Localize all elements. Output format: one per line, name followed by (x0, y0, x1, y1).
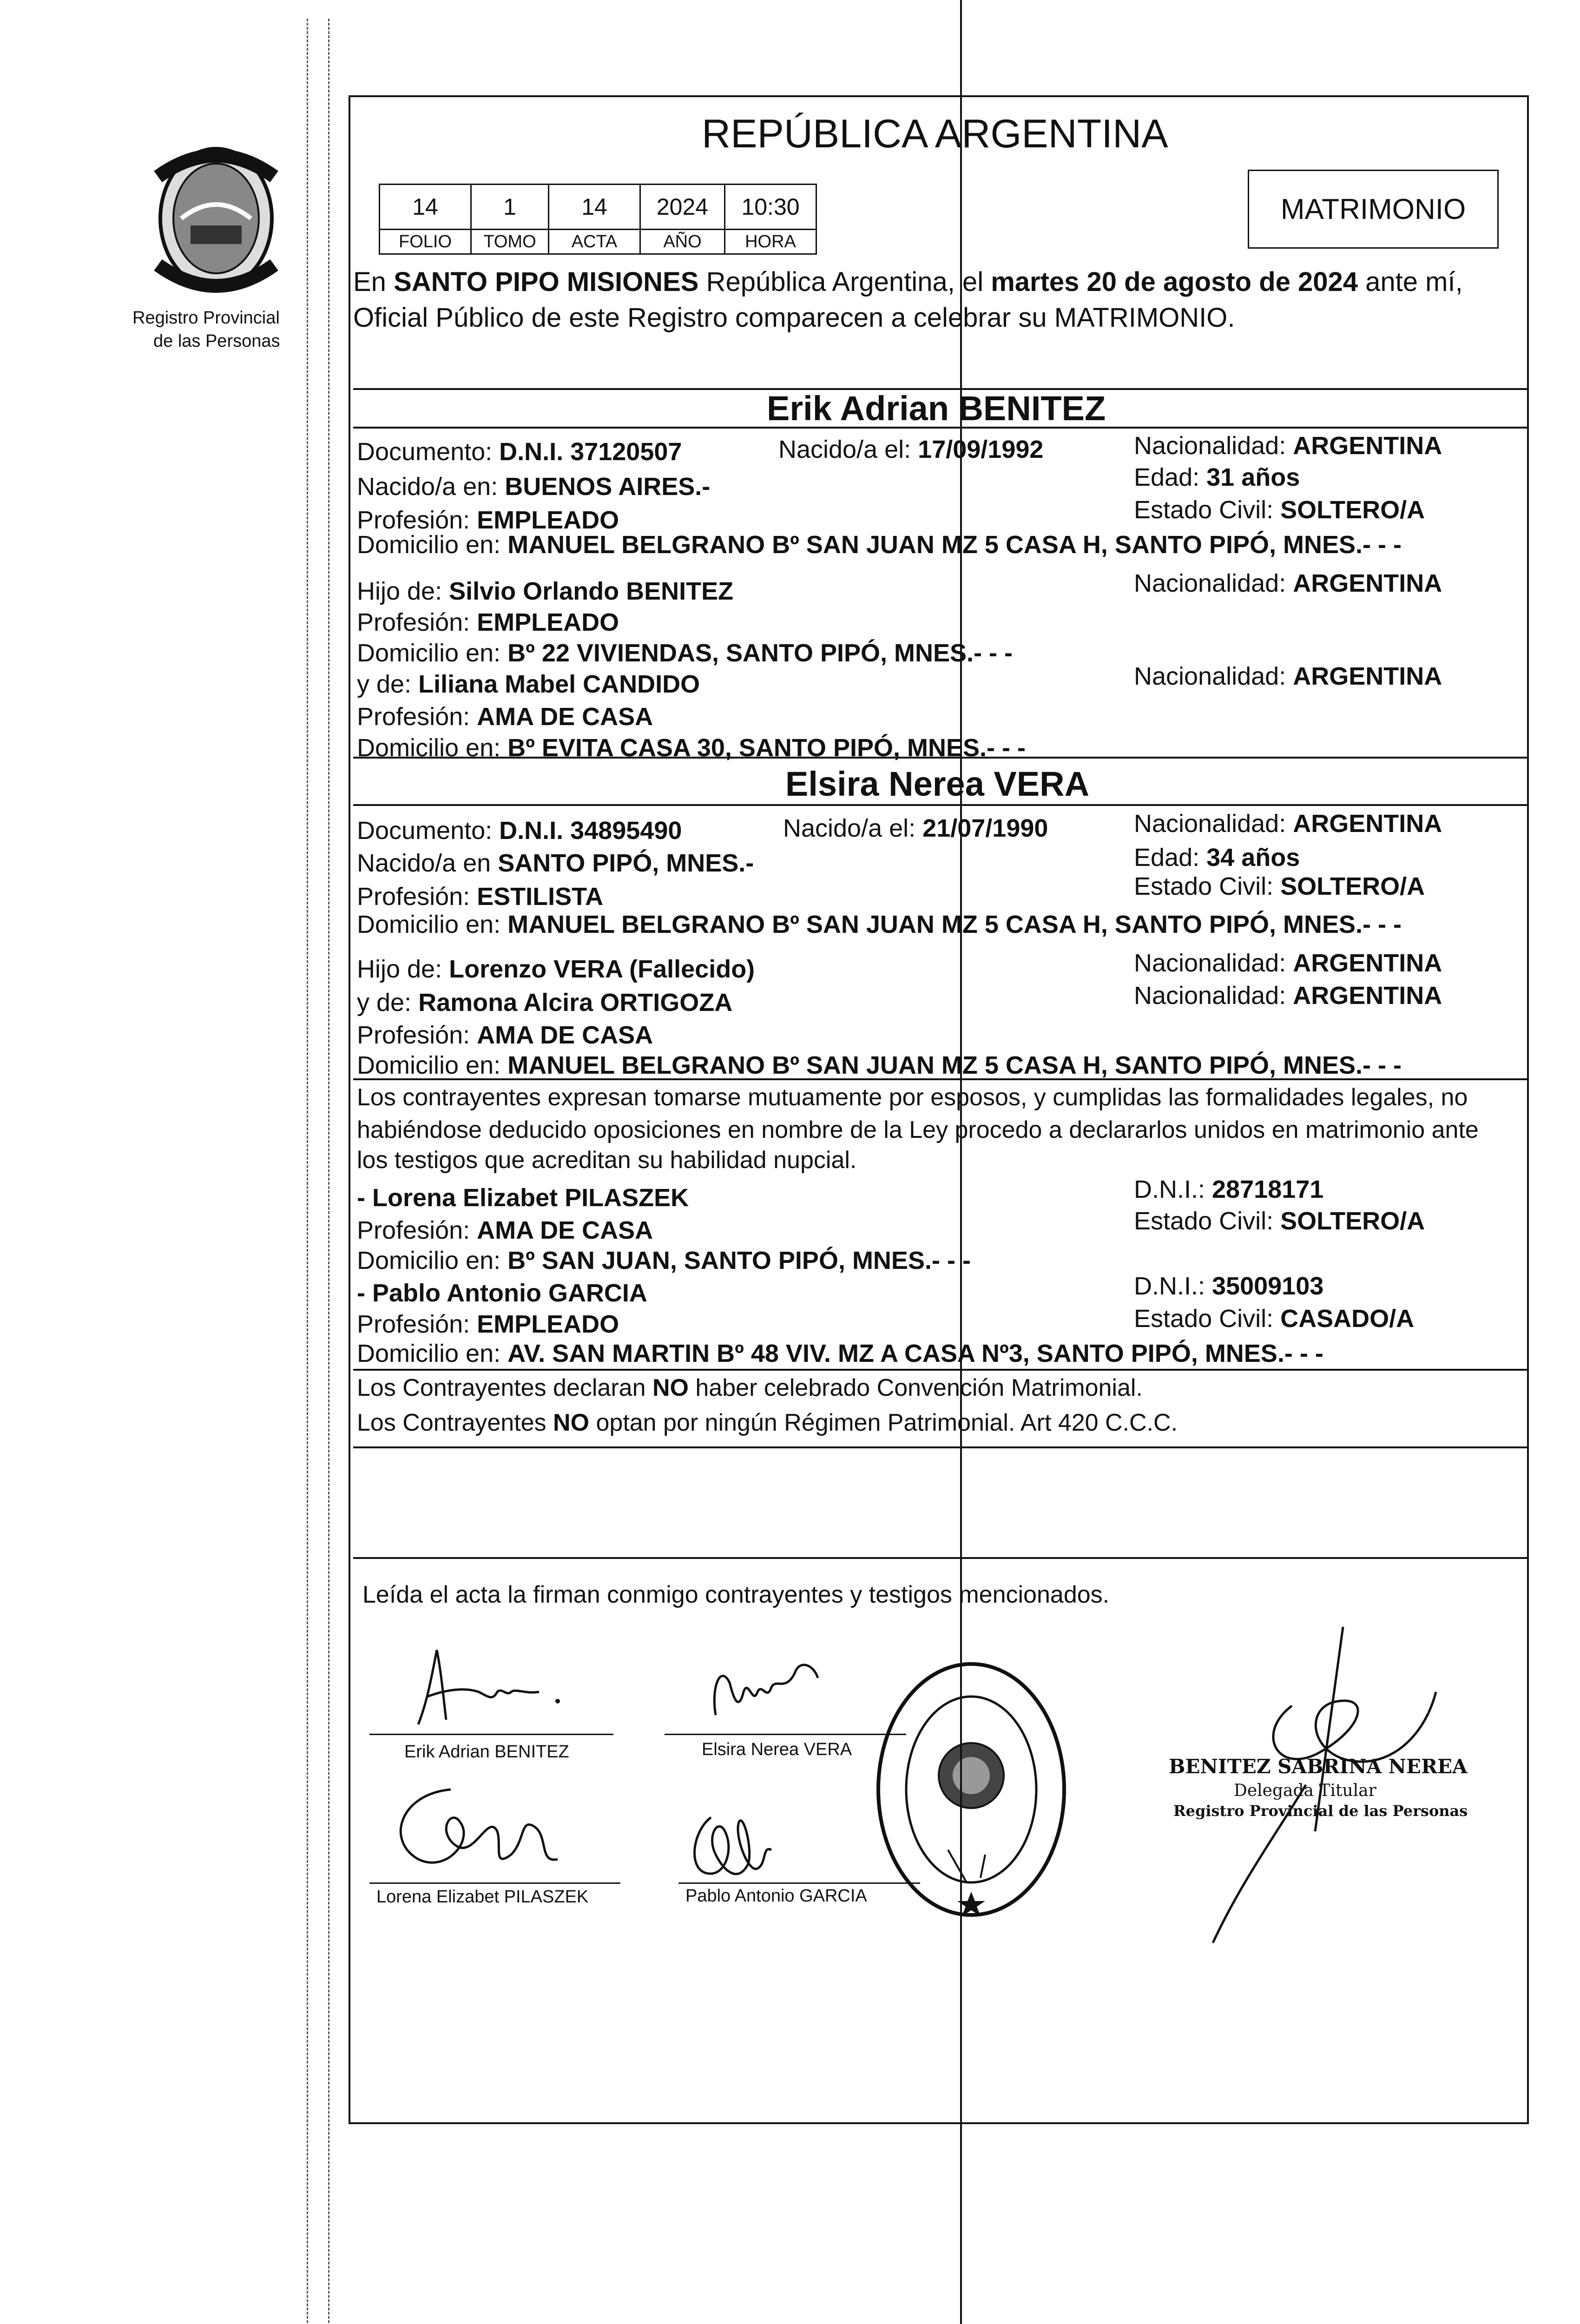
regime-bottom-rule (353, 1446, 1529, 1448)
ref-label-folio: FOLIO (379, 229, 472, 255)
groom-signature-name: Erik Adrian BENITEZ (404, 1742, 569, 1762)
intro-line1: En SANTO PIPO MISIONES República Argentina, el martes 20 de agosto de 2024 ante mí, (353, 267, 1463, 297)
logo-caption-line1: Registro Provincial (132, 308, 280, 328)
province-seal-icon (139, 139, 293, 307)
official-seal-icon (874, 1659, 1069, 1920)
ref-value-acta: 14 (548, 184, 641, 230)
signature-section-top-rule (353, 1557, 1529, 1559)
bride-name-rule (353, 804, 1529, 806)
ref-value-hora: 10:30 (724, 184, 817, 230)
bride-signature-name: Elsira Nerea VERA (702, 1740, 852, 1759)
witness1-signature-line (369, 1882, 620, 1884)
official-stamp-title: Delegada Titular (1234, 1781, 1376, 1800)
witness1-signature-name: Lorena Elizabet PILASZEK (376, 1887, 589, 1907)
bride-mother-address: Domicilio en: MANUEL BELGRANO Bº SAN JUAN MZ 5 CASA H, SANTO PIPÓ, MNES.- - - (357, 1051, 1402, 1079)
witness2-name: - Pablo Antonio GARCIA (357, 1279, 647, 1307)
ref-value-anio: 2024 (639, 184, 725, 230)
official-stamp-name: BENITEZ SABRINA NEREA (1169, 1755, 1468, 1778)
document-title: REPÚBLICA ARGENTINA (702, 112, 1168, 156)
regime-top-rule (353, 1369, 1529, 1371)
witness1-signature-icon (381, 1785, 576, 1882)
ref-label-tomo: TOMO (470, 229, 549, 255)
groom-father-nationality: Nacionalidad: ARGENTINA (1134, 569, 1442, 597)
province-logo (139, 139, 293, 307)
bride-section-top-rule (353, 757, 1529, 759)
groom-address: Domicilio en: MANUEL BELGRANO Bº SAN JUAN MZ 5 CASA H, SANTO PIPÓ, MNES.- - - (357, 531, 1402, 559)
groom-age: Edad: 31 años (1134, 463, 1300, 491)
ref-value-tomo: 1 (470, 184, 549, 230)
witness1-profession: Profesión: AMA DE CASA (357, 1216, 653, 1244)
declaration-top-rule (353, 1078, 1529, 1080)
witness2-address: Domicilio en: AV. SAN MARTIN Bº 48 VIV. MZ A CASA Nº3, SANTO PIPÓ, MNES.- - - (357, 1340, 1323, 1367)
bride-document: Documento: D.N.I. 34895490 (357, 817, 682, 845)
bride-birth-place: Nacido/a en SANTO PIPÓ, MNES.- (357, 849, 754, 877)
witness1-name: - Lorena Elizabet PILASZEK (357, 1184, 689, 1212)
groom-name-rule (353, 427, 1529, 429)
bride-age: Edad: 34 años (1134, 844, 1300, 872)
ref-label-anio: AÑO (639, 229, 725, 255)
groom-signature-icon (409, 1645, 576, 1729)
ref-label-acta: ACTA (548, 229, 641, 255)
intro-line2: Oficial Público de este Registro comparecen a celebrar su MATRIMONIO. (353, 303, 1235, 333)
margin-dashes-left (307, 19, 308, 2324)
ref-label-hora: HORA (724, 229, 817, 255)
declaration-line1: Los contrayentes expresan tomarse mutuamente por esposos, y cumplidas las formalidades legales, no (357, 1084, 1468, 1111)
regime-line2: Los Contrayentes NO optan por ningún Régimen Patrimonial. Art 420 C.C.C. (357, 1409, 1178, 1436)
groom-father-profession: Profesión: EMPLEADO (357, 608, 619, 636)
witness2-signature-icon (674, 1803, 790, 1892)
bride-signature-line (665, 1734, 906, 1735)
witness1-dni: D.N.I.: 28718171 (1134, 1175, 1324, 1203)
regime-line1: Los Contrayentes declaran NO haber celebrado Convención Matrimonial. (357, 1374, 1143, 1401)
bride-mother-nationality: Nacionalidad: ARGENTINA (1134, 982, 1442, 1010)
groom-father: Hijo de: Silvio Orlando BENITEZ (357, 577, 734, 605)
bride-father: Hijo de: Lorenzo VERA (Fallecido) (357, 955, 755, 983)
closing-text: Leída el acta la firman conmigo contrayentes y testigos mencionados. (362, 1581, 1110, 1608)
groom-mother-address: Domicilio en: Bº EVITA CASA 30, SANTO PIPÓ, MNES.- - - (357, 734, 1026, 762)
groom-document: Documento: D.N.I. 37120507 (357, 438, 682, 466)
bride-father-nationality: Nacionalidad: ARGENTINA (1134, 949, 1442, 977)
groom-mother-nationality: Nacionalidad: ARGENTINA (1134, 662, 1442, 690)
bride-name: Elsira Nerea VERA (785, 765, 1090, 803)
groom-name: Erik Adrian BENITEZ (767, 389, 1106, 428)
declaration-line3: los testigos que acreditan su habilidad nupcial. (357, 1147, 857, 1174)
groom-profession: Profesión: EMPLEADO (357, 506, 619, 534)
witness1-civil-status: Estado Civil: SOLTERO/A (1134, 1207, 1425, 1235)
bride-signature-icon (706, 1650, 827, 1720)
groom-father-address: Domicilio en: Bº 22 VIVIENDAS, SANTO PIPÓ, MNES.- - - (357, 639, 1013, 667)
bride-mother: y de: Ramona Alcira ORTIGOZA (357, 989, 733, 1017)
witness2-signature-name: Pablo Antonio GARCIA (685, 1886, 867, 1906)
groom-birth-date: Nacido/a el: 17/09/1992 (778, 436, 1044, 463)
act-type-box: MATRIMONIO (1248, 170, 1499, 249)
logo-caption-line2: de las Personas (153, 331, 280, 351)
official-stamp-org: Registro Provincial de las Personas (1173, 1802, 1468, 1820)
groom-nationality: Nacionalidad: ARGENTINA (1134, 432, 1442, 460)
witness1-address: Domicilio en: Bº SAN JUAN, SANTO PIPÓ, MNES.- - - (357, 1247, 971, 1274)
groom-mother: y de: Liliana Mabel CANDIDO (357, 670, 700, 698)
bride-nationality: Nacionalidad: ARGENTINA (1134, 810, 1442, 838)
groom-mother-profession: Profesión: AMA DE CASA (357, 703, 653, 731)
groom-civil-status: Estado Civil: SOLTERO/A (1134, 496, 1425, 524)
bride-mother-profession: Profesión: AMA DE CASA (357, 1021, 653, 1049)
witness2-civil-status: Estado Civil: CASADO/A (1134, 1305, 1415, 1333)
bride-birth-date: Nacido/a el: 21/07/1990 (783, 814, 1048, 842)
bride-profession: Profesión: ESTILISTA (357, 883, 604, 911)
ref-value-folio: 14 (379, 184, 472, 230)
bride-civil-status: Estado Civil: SOLTERO/A (1134, 872, 1425, 900)
fold-line (960, 0, 962, 2324)
bride-address: Domicilio en: MANUEL BELGRANO Bº SAN JUAN MZ 5 CASA H, SANTO PIPÓ, MNES.- - - (357, 911, 1402, 938)
margin-dashes-right (328, 19, 329, 2324)
witness2-profession: Profesión: EMPLEADO (357, 1310, 619, 1338)
groom-signature-line (369, 1734, 613, 1735)
declaration-line2: habiéndose deducido oposiciones en nombre de la Ley procedo a declararlos unidos en matrimonio ante (357, 1116, 1479, 1143)
groom-birth-place: Nacido/a en: BUENOS AIRES.- (357, 473, 711, 501)
witness2-dni: D.N.I.: 35009103 (1134, 1272, 1324, 1300)
